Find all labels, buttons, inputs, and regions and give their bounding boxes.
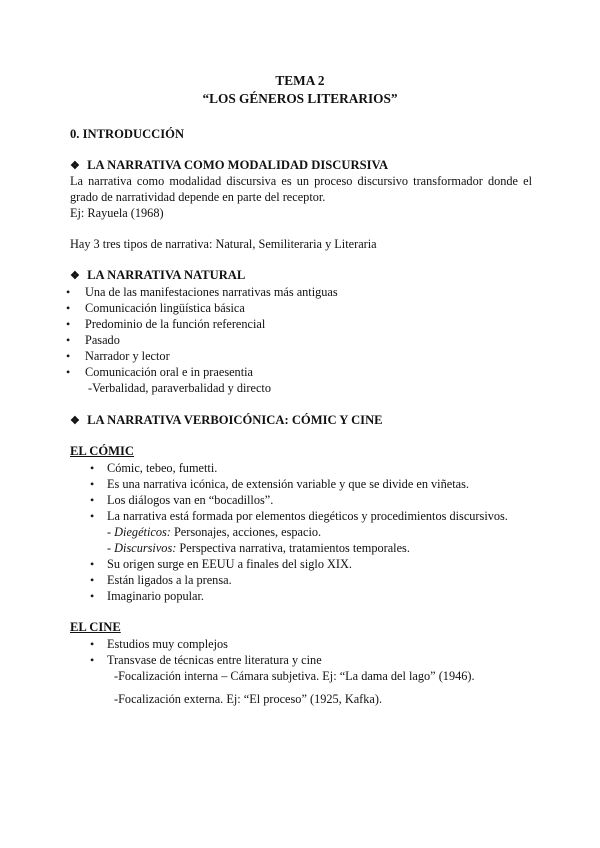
sec3-heading: LA NARRATIVA VERBOICÓNICA: CÓMIC Y CINE xyxy=(87,413,383,427)
bullet-icon: • xyxy=(66,333,71,347)
diamond-bullet-icon: ❖ xyxy=(70,415,80,427)
bullet-icon: • xyxy=(90,653,95,667)
sec3-heading-row xyxy=(70,413,383,430)
cine-heading: EL CINE xyxy=(70,620,121,634)
bullet-icon: • xyxy=(66,317,71,331)
sec2-heading: LA NARRATIVA NATURAL xyxy=(87,268,246,282)
bullet-icon: • xyxy=(90,573,95,587)
sec1-paragraph: La narrativa como modalidad discursiva es un proceso discursivo transformador donde el grado de narratividad depende en parte del receptor. xyxy=(70,174,532,204)
bullet-icon: • xyxy=(90,637,95,651)
bullet-icon: • xyxy=(90,493,95,507)
bullet-icon: • xyxy=(66,365,71,379)
bullet-icon: • xyxy=(90,509,95,523)
intro-heading: 0. INTRODUCCIÓN xyxy=(70,127,185,141)
cine-sub1: -Focalización interna – Cámara subjetiva. Ej: “La dama del lago” (1946). xyxy=(114,669,475,683)
bullet-icon: • xyxy=(90,461,95,475)
sec1-example: Ej: Rayuela (1968) xyxy=(70,206,164,220)
sec1-types: Hay 3 tres tipos de narrativa: Natural, Semiliteraria y Literaria xyxy=(70,237,377,251)
comic-heading: EL CÓMIC xyxy=(70,444,135,458)
document-page: TEMA 2 “LOS GÉNEROS LITERARIOS” 0. INTRODUCCIÓN ❖ LA NARRATIVA COMO MODALIDAD DISCURSIVA La narrativa como modalidad discursiva es un proceso discursivo transformador donde el grado de narratividad depende en parte del receptor. Ej: Rayuela (1968) Hay 3 tres tipos de narrativa: Natural, Semiliteraria y Literaria ❖ LA NARRATIVA NATURAL • Una de las manifestaciones narrativas más antiguas • Comunicación lingüística básica • Predominio de la función referencial • Pasado • Narrador y lector • Comunicación oral e in praesentia -Verbalidad, paraverbalidad y directo ❖ LA NARRATIVA VERBOICÓNICA: CÓMIC Y CINE EL CÓMIC • Cómic, tebeo, fumetti. • Es una narrativa icónica, de extensión variable y que se divide en viñetas. • Los diálogos van en “bocadillos”. • La narrativa está formada por elementos diegéticos y procedimientos discursivos. - Diegéticos: Personajes, acciones, espacio. - Discursivos: Perspectiva narrativa, tratamientos temporales. • Su origen surge en EEUU a finales del siglo XIX. • Están ligados a la prensa. • Imaginario popular. EL CINE • Estudios muy complejos • Transvase de técnicas entre literatura y cine -Focalización interna – Cámara subjetiva. Ej: “La dama del lago” (1946). -Focalización externa. Ej: “El proceso” (1925, Kafka). xyxy=(0,0,600,848)
bullet-icon: • xyxy=(90,589,95,603)
bullet-icon: • xyxy=(66,301,71,315)
comic-sub-discursivos: - Discursivos: Perspectiva narrativa, tratamientos temporales. xyxy=(107,541,410,555)
diamond-bullet-icon: ❖ xyxy=(70,270,80,282)
doc-title: TEMA 2 xyxy=(275,73,325,88)
sec1-heading: LA NARRATIVA COMO MODALIDAD DISCURSIVA xyxy=(87,158,389,172)
doc-subtitle: “LOS GÉNEROS LITERARIOS” xyxy=(202,91,398,106)
comic-sub-diegeticos: - Diegéticos: Personajes, acciones, espacio. xyxy=(107,525,322,539)
diamond-bullet-icon: ❖ xyxy=(70,160,80,172)
sec2-sub: -Verbalidad, paraverbalidad y directo xyxy=(88,381,271,395)
bullet-icon: • xyxy=(90,477,95,491)
bullet-icon: • xyxy=(90,557,95,571)
cine-sub2: -Focalización externa. Ej: “El proceso” (1925, Kafka). xyxy=(114,692,383,706)
sec1-heading-row xyxy=(70,158,388,175)
bullet-icon: • xyxy=(66,285,71,299)
sec2-heading-row xyxy=(70,268,245,285)
bullet-icon: • xyxy=(66,349,71,363)
